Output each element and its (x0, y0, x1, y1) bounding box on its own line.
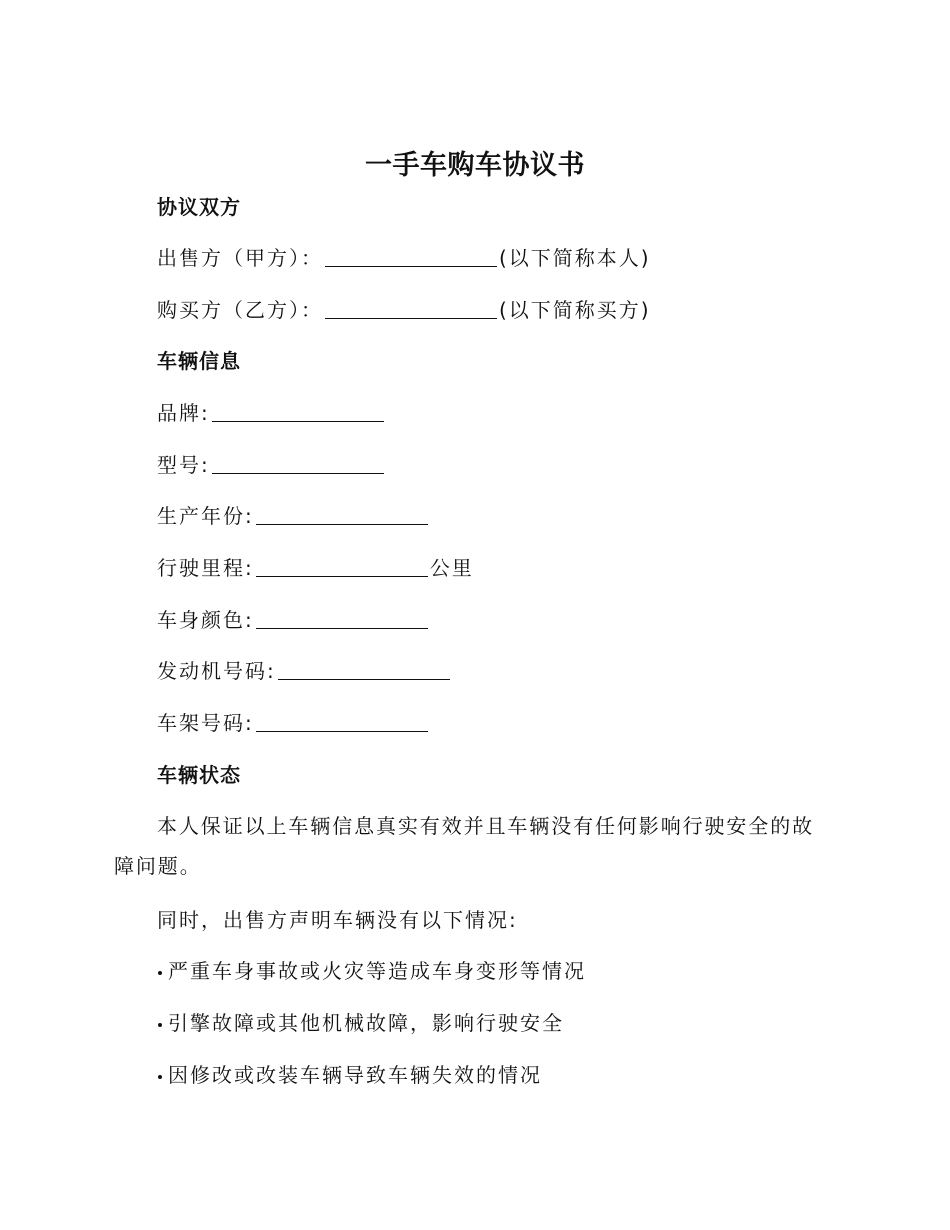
model-blank (212, 453, 384, 474)
status-list-item-text: 严重车身事故或火灾等造成车身变形等情况 (168, 959, 586, 983)
status-list-item (157, 1061, 542, 1089)
brand-label: 品牌: (157, 401, 210, 425)
section-heading-vehicle-status: 车辆状态 (157, 763, 241, 787)
chassis-blank (256, 711, 428, 732)
buyer-blank (325, 298, 497, 319)
seller-suffix: (以下简称本人) (499, 246, 651, 270)
mileage-unit: 公里 (429, 556, 474, 580)
mileage-label: 行驶里程: (157, 556, 254, 580)
seller-blank (325, 246, 497, 267)
bullet-dot-icon (158, 1075, 162, 1079)
buyer-line (157, 296, 651, 324)
brand-line (157, 399, 386, 427)
buyer-suffix: (以下简称买方) (499, 298, 651, 322)
model-line (157, 451, 386, 479)
year-label: 生产年份: (157, 504, 254, 528)
mileage-line (157, 554, 474, 582)
section-heading-vehicle-info: 车辆信息 (157, 349, 241, 373)
color-label: 车身颜色: (157, 608, 254, 632)
guarantee-paragraph: 本人保证以上车辆信息真实有效并且车辆没有任何影响行驶安全的故障问题。 (114, 814, 814, 878)
status-list-item (157, 1009, 564, 1037)
mileage-blank (256, 556, 428, 577)
engine-blank (278, 659, 450, 680)
chassis-line (157, 709, 430, 737)
status-list-item-text: 因修改或改装车辆导致车辆失效的情况 (168, 1063, 542, 1087)
status-list-item (157, 957, 586, 985)
bullet-dot-icon (158, 1023, 162, 1027)
year-blank (256, 504, 428, 525)
model-label: 型号: (157, 453, 210, 477)
color-line (157, 606, 430, 634)
section-heading-parties: 协议双方 (157, 195, 241, 219)
year-line (157, 502, 430, 530)
seller-label: 出售方（甲方）： (157, 246, 323, 270)
chassis-label: 车架号码: (157, 711, 254, 735)
color-blank (256, 608, 428, 629)
engine-label: 发动机号码: (157, 659, 276, 683)
document-title: 一手车购车协议书 (365, 150, 585, 181)
declaration-line: 同时，出售方声明车辆没有以下情况: (157, 908, 518, 932)
bullet-dot-icon (158, 971, 162, 975)
engine-line (157, 657, 452, 685)
status-list-item-text: 引擎故障或其他机械故障，影响行驶安全 (168, 1011, 564, 1035)
brand-blank (212, 401, 384, 422)
seller-line (157, 244, 651, 272)
buyer-label: 购买方（乙方）： (157, 298, 323, 322)
